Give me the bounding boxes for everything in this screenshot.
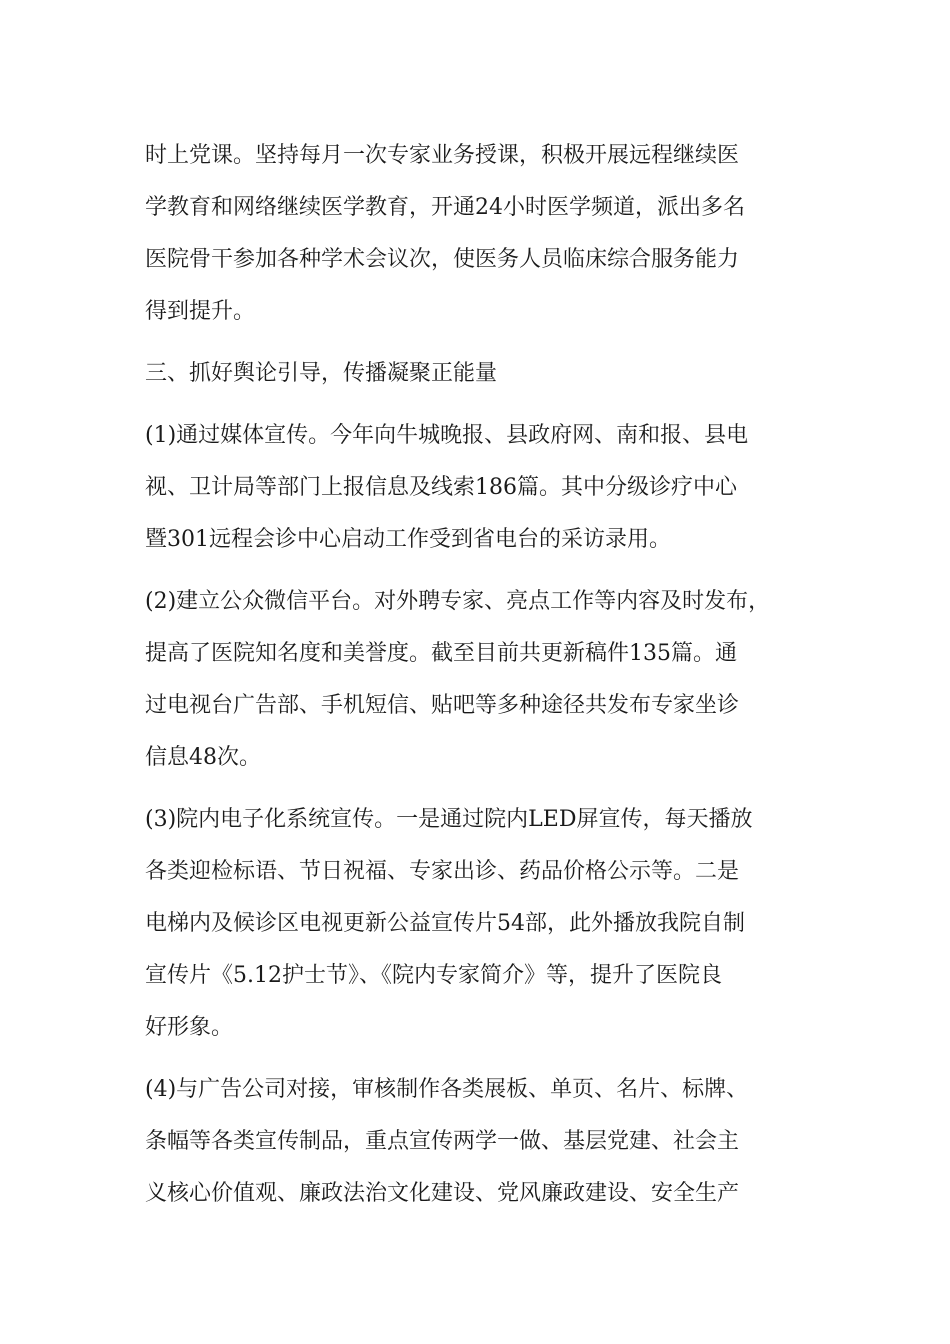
heading-text: 三、抓好舆论引导，传播凝聚正能量 [145, 361, 498, 386]
text-line: (2)建立公众微信平台。对外聘专家、亮点工作等内容及时发布， [145, 589, 771, 614]
text-line: 视、卫计局等部门上报信息及线索186篇。其中分级诊疗中心 [145, 475, 737, 500]
text-line: (1)通过媒体宣传。今年向牛城晚报、县政府网、南和报、县电 [145, 423, 749, 448]
document-body [145, 130, 815, 1230]
text-line: 宣传片《5.12护士节》、《院内专家简介》等，提升了医院良 [145, 963, 722, 988]
paragraph-media-publicity [145, 410, 815, 566]
paragraph-training [145, 130, 815, 338]
text-line: 医院骨干参加各种学术会议次，使医务人员临床综合服务能力 [145, 247, 740, 272]
paragraph-wechat-platform [145, 576, 815, 784]
text-line: 电梯内及候诊区电视更新公益宣传片54部，此外播放我院自制 [145, 911, 745, 936]
text-line: 好形象。 [145, 1015, 234, 1040]
text-line: 各类迎检标语、节日祝福、专家出诊、药品价格公示等。二是 [145, 859, 740, 884]
text-line: 义核心价值观、廉政法治文化建设、党风廉政建设、安全生产 [145, 1181, 740, 1206]
paragraph-electronic-system [145, 794, 815, 1054]
text-line: (4)与广告公司对接，审核制作各类展板、单页、名片、标牌、 [145, 1077, 749, 1102]
section-heading [145, 348, 815, 400]
text-line: 学教育和网络继续医学教育，开通24小时医学频道，派出多名 [145, 195, 745, 220]
text-line: 得到提升。 [145, 299, 256, 324]
paragraph-advertising [145, 1064, 815, 1220]
text-line: 条幅等各类宣传制品，重点宣传两学一做、基层党建、社会主 [145, 1129, 740, 1154]
text-line: 时上党课。坚持每月一次专家业务授课，积极开展远程继续医 [145, 143, 740, 168]
text-line: (3)院内电子化系统宣传。一是通过院内LED屏宣传，每天播放 [145, 807, 753, 832]
text-line: 暨301远程会诊中心启动工作受到省电台的采访录用。 [145, 527, 671, 552]
text-line: 过电视台广告部、手机短信、贴吧等多种途径共发布专家坐诊 [145, 693, 740, 718]
text-line: 提高了医院知名度和美誉度。截至目前共更新稿件135篇。通 [145, 641, 737, 666]
text-line: 信息48次。 [145, 745, 261, 770]
